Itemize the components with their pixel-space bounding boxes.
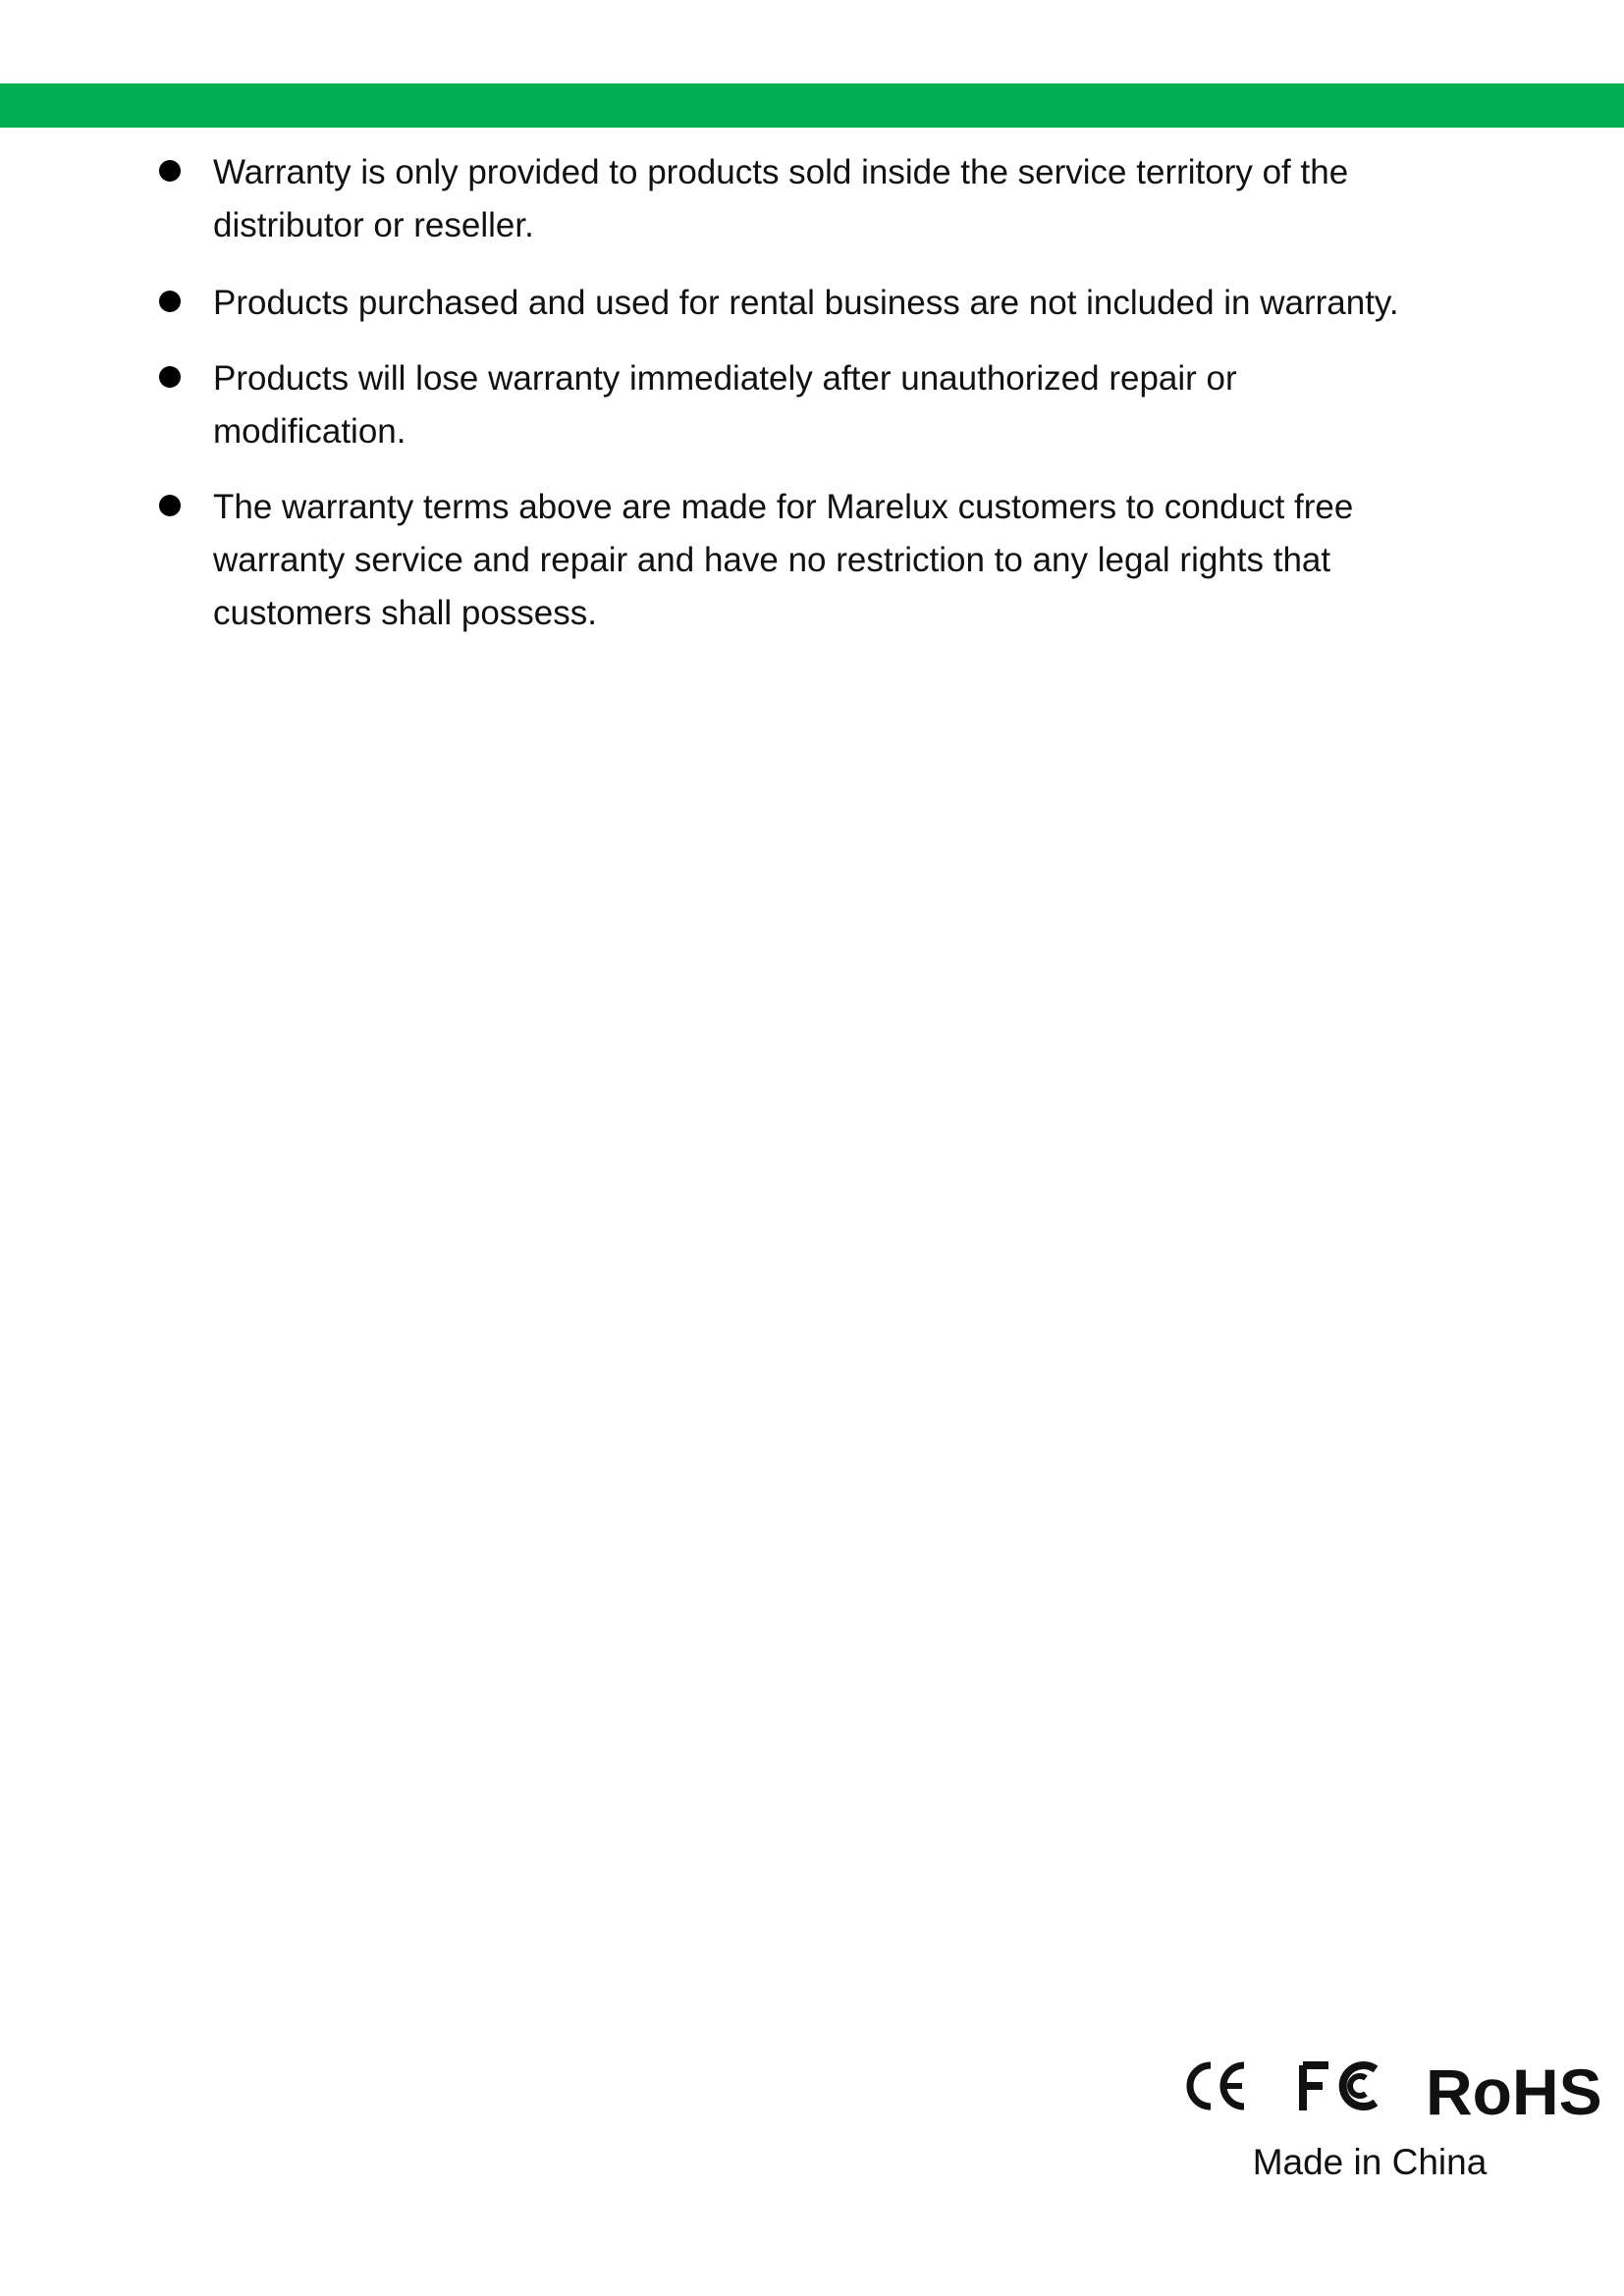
- list-item-line: Warranty is only provided to products sold inside the service territory of the: [213, 153, 1349, 191]
- list-item-text: [213, 352, 1440, 458]
- list-item-line: The warranty terms above are made for Marelux customers to conduct free: [213, 488, 1354, 526]
- list-item-text: [213, 277, 1440, 330]
- list-item-line: Products will lose warranty immediately after unauthorized repair or: [213, 359, 1237, 398]
- rohs-mark-text: RoHS: [1426, 2056, 1602, 2128]
- ce-mark-icon: [1183, 2052, 1250, 2120]
- list-item-line: distributor or reseller.: [213, 206, 534, 244]
- bullet-dot-icon: [159, 291, 181, 312]
- rohs-mark-icon: [1424, 2052, 1602, 2130]
- bullet-dot-icon: [159, 160, 181, 182]
- bullet-dot-icon: [159, 366, 181, 388]
- list-item-line: Products purchased and used for rental business are not included in warranty.: [213, 284, 1399, 322]
- fcc-mark-icon: [1299, 2052, 1381, 2120]
- list-item-text: [213, 146, 1440, 252]
- list-item-text: [213, 481, 1440, 640]
- made-in-label: Made in China: [1252, 2142, 1488, 2182]
- list-item-line: customers shall possess.: [213, 594, 597, 632]
- bullet-dot-icon: [159, 495, 181, 516]
- certification-marks: [1183, 2052, 1602, 2130]
- list-item-line: warranty service and repair and have no restriction to any legal rights that: [213, 541, 1331, 579]
- header-accent-band: [0, 83, 1624, 128]
- list-item-line: modification.: [213, 412, 406, 451]
